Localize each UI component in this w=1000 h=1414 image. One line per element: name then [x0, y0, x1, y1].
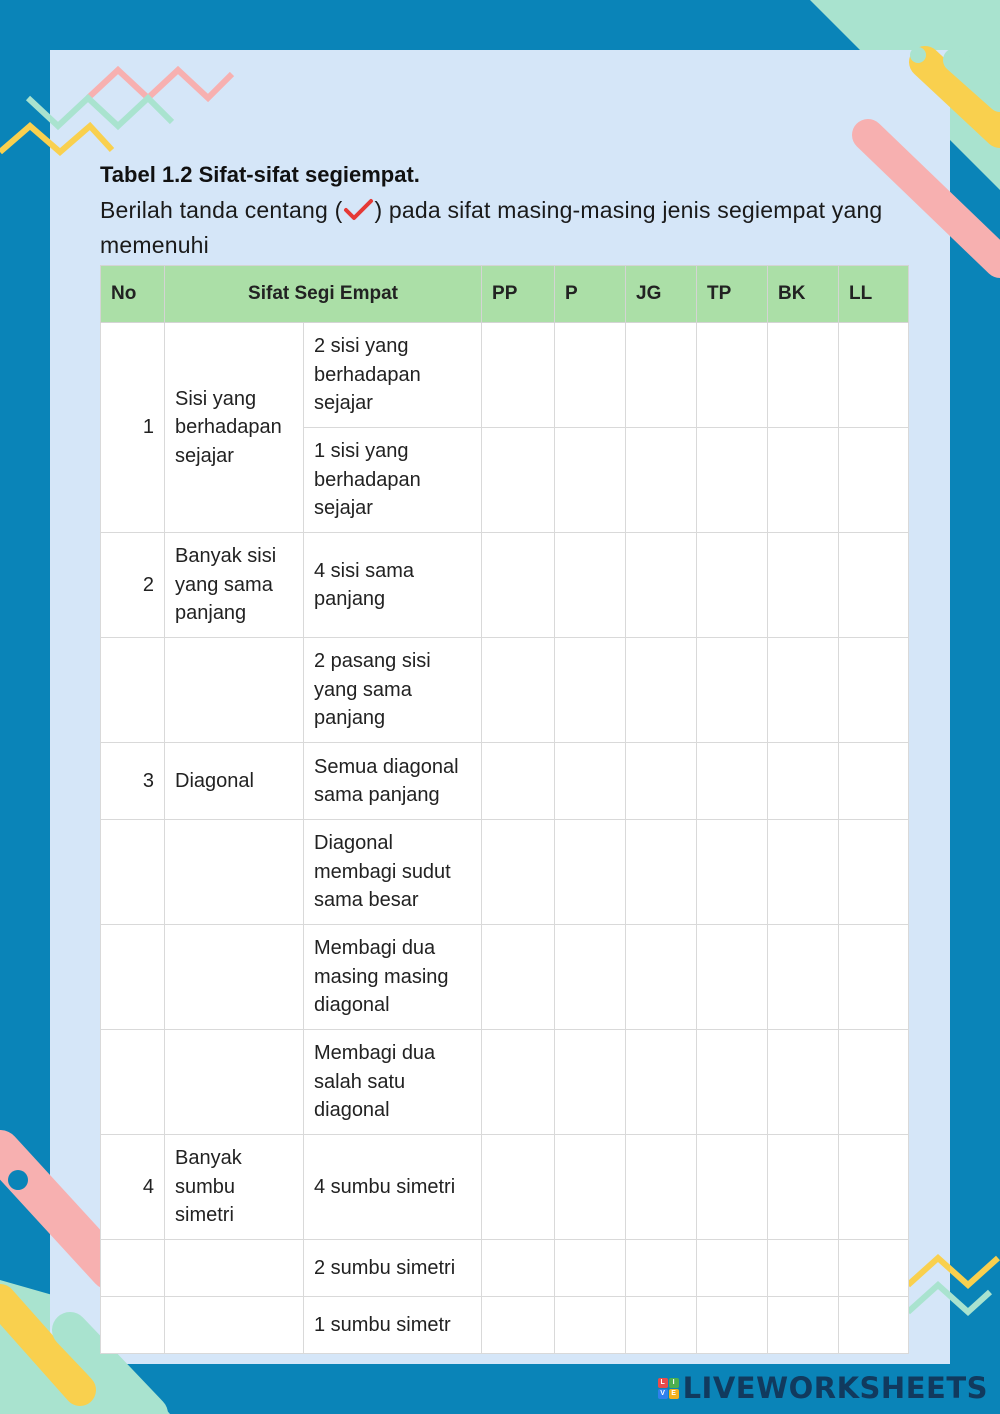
- check-cell-bk[interactable]: [768, 323, 839, 428]
- cell-group: [165, 638, 304, 743]
- blue-dot: [8, 1170, 28, 1190]
- cell-no: [101, 1297, 165, 1354]
- check-cell-pp[interactable]: [482, 323, 555, 428]
- properties-table: [100, 265, 909, 1354]
- logo-mark-icon: [658, 1378, 679, 1399]
- table-row: [101, 533, 909, 638]
- check-cell-tp[interactable]: [697, 428, 768, 533]
- check-cell-jg[interactable]: [626, 1030, 697, 1135]
- check-cell-tp[interactable]: [697, 1297, 768, 1354]
- header-ll: LL: [839, 266, 909, 323]
- check-cell-ll[interactable]: [839, 533, 909, 638]
- check-cell-tp[interactable]: [697, 743, 768, 820]
- cell-group: Sisi yang berhadapan sejajar: [165, 323, 304, 533]
- pink-drip-2: [0, 1150, 110, 1270]
- check-cell-ll[interactable]: [839, 820, 909, 925]
- cell-sub: 2 sisi yang berhadapan sejajar: [304, 323, 482, 428]
- table-row: [101, 743, 909, 820]
- cell-sub: 1 sisi yang berhadapan sejajar: [304, 428, 482, 533]
- checkmark-icon: [342, 198, 374, 222]
- mint-zigzag: [28, 98, 172, 126]
- check-cell-pp[interactable]: [482, 1030, 555, 1135]
- check-cell-pp[interactable]: [482, 925, 555, 1030]
- check-cell-p[interactable]: [555, 820, 626, 925]
- check-cell-bk[interactable]: [768, 743, 839, 820]
- check-cell-tp[interactable]: [697, 1030, 768, 1135]
- check-cell-jg[interactable]: [626, 820, 697, 925]
- logo-mark-e: E: [669, 1389, 679, 1399]
- check-cell-bk[interactable]: [768, 820, 839, 925]
- logo-mark-i: I: [669, 1378, 679, 1388]
- check-cell-bk[interactable]: [768, 1135, 839, 1240]
- check-cell-p[interactable]: [555, 533, 626, 638]
- cell-group: [165, 820, 304, 925]
- cell-no: [101, 925, 165, 1030]
- check-cell-pp[interactable]: [482, 820, 555, 925]
- cell-group: Banyak sisi yang sama panjang: [165, 533, 304, 638]
- cell-group: [165, 1297, 304, 1354]
- table-row: [101, 1240, 909, 1297]
- check-cell-ll[interactable]: [839, 638, 909, 743]
- check-cell-tp[interactable]: [697, 925, 768, 1030]
- yellow-zigzag-br: [908, 1258, 998, 1285]
- header-p: P: [555, 266, 626, 323]
- cell-no: [101, 638, 165, 743]
- header-tp: TP: [697, 266, 768, 323]
- instruction-text: [100, 193, 920, 263]
- check-cell-p[interactable]: [555, 428, 626, 533]
- table-title: Tabel 1.2 Sifat-sifat segiempat.: [100, 162, 420, 187]
- check-cell-ll[interactable]: [839, 1240, 909, 1297]
- table-header-row: [101, 266, 909, 323]
- table-row: [101, 1030, 909, 1135]
- cell-sub: 4 sisi sama panjang: [304, 533, 482, 638]
- header-jg: JG: [626, 266, 697, 323]
- cell-sub: 2 sumbu simetri: [304, 1240, 482, 1297]
- check-cell-pp[interactable]: [482, 533, 555, 638]
- check-cell-jg[interactable]: [626, 428, 697, 533]
- cell-no: [101, 820, 165, 925]
- check-cell-jg[interactable]: [626, 638, 697, 743]
- check-cell-p[interactable]: [555, 1030, 626, 1135]
- check-cell-pp[interactable]: [482, 428, 555, 533]
- cell-sub: Semua diagonal sama panjang: [304, 743, 482, 820]
- cell-group: [165, 1030, 304, 1135]
- check-cell-ll[interactable]: [839, 428, 909, 533]
- check-cell-ll[interactable]: [839, 1297, 909, 1354]
- table-row: [101, 1297, 909, 1354]
- check-cell-jg[interactable]: [626, 533, 697, 638]
- cell-group: [165, 925, 304, 1030]
- mint-dot: [910, 47, 926, 63]
- check-cell-ll[interactable]: [839, 743, 909, 820]
- check-cell-p[interactable]: [555, 323, 626, 428]
- check-cell-jg[interactable]: [626, 925, 697, 1030]
- cell-sub: Membagi dua masing masing diagonal: [304, 925, 482, 1030]
- table-row: [101, 820, 909, 925]
- check-cell-pp[interactable]: [482, 1240, 555, 1297]
- table-row: [101, 638, 909, 743]
- check-cell-bk[interactable]: [768, 1240, 839, 1297]
- header-pp: PP: [482, 266, 555, 323]
- cell-no: 4: [101, 1135, 165, 1240]
- check-cell-p[interactable]: [555, 1297, 626, 1354]
- cell-no: 2: [101, 533, 165, 638]
- check-cell-bk[interactable]: [768, 925, 839, 1030]
- check-cell-bk[interactable]: [768, 638, 839, 743]
- check-cell-p[interactable]: [555, 743, 626, 820]
- cell-group: Banyak sumbu simetri: [165, 1135, 304, 1240]
- check-cell-tp[interactable]: [697, 820, 768, 925]
- check-cell-jg[interactable]: [626, 743, 697, 820]
- instruction-after: ) pada sifat masing-masing jenis segiempat yang memenuhi: [100, 197, 883, 258]
- table-row: [101, 1135, 909, 1240]
- check-cell-ll[interactable]: [839, 323, 909, 428]
- check-cell-tp[interactable]: [697, 323, 768, 428]
- cell-group: [165, 1240, 304, 1297]
- check-cell-p[interactable]: [555, 638, 626, 743]
- logo-mark-l: L: [658, 1378, 668, 1388]
- cell-sub: 4 sumbu simetri: [304, 1135, 482, 1240]
- check-cell-tp[interactable]: [697, 1240, 768, 1297]
- check-cell-p[interactable]: [555, 1135, 626, 1240]
- mint-zigzag-br: [908, 1285, 990, 1312]
- cell-sub: 2 pasang sisi yang sama panjang: [304, 638, 482, 743]
- check-cell-bk[interactable]: [768, 1030, 839, 1135]
- check-cell-p[interactable]: [555, 1240, 626, 1297]
- cell-sub: 1 sumbu simetr: [304, 1297, 482, 1354]
- check-cell-pp[interactable]: [482, 743, 555, 820]
- header-sifat: Sifat Segi Empat: [165, 266, 482, 323]
- check-cell-pp[interactable]: [482, 1135, 555, 1240]
- check-cell-tp[interactable]: [697, 1135, 768, 1240]
- logo-mark-v: V: [658, 1389, 668, 1399]
- logo-text: LIVEWORKSHEETS: [682, 1371, 988, 1405]
- cell-sub: Membagi dua salah satu diagonal: [304, 1030, 482, 1135]
- check-cell-jg[interactable]: [626, 323, 697, 428]
- header-no: No: [101, 266, 165, 323]
- instruction-before: Berilah tanda centang (: [100, 197, 343, 223]
- liveworksheets-logo[interactable]: [658, 1370, 988, 1406]
- pink-zigzag: [88, 70, 232, 98]
- check-cell-jg[interactable]: [626, 1240, 697, 1297]
- check-cell-jg[interactable]: [626, 1135, 697, 1240]
- check-cell-pp[interactable]: [482, 1297, 555, 1354]
- cell-no: 3: [101, 743, 165, 820]
- cell-no: [101, 1240, 165, 1297]
- cell-no: 1: [101, 323, 165, 533]
- check-cell-ll[interactable]: [839, 925, 909, 1030]
- check-cell-bk[interactable]: [768, 1297, 839, 1354]
- check-cell-pp[interactable]: [482, 638, 555, 743]
- table-row: [101, 323, 909, 428]
- check-cell-ll[interactable]: [839, 1135, 909, 1240]
- yellow-zigzag: [0, 126, 112, 152]
- header-bk: BK: [768, 266, 839, 323]
- check-cell-jg[interactable]: [626, 1297, 697, 1354]
- cell-no: [101, 1030, 165, 1135]
- check-cell-bk[interactable]: [768, 428, 839, 533]
- check-cell-bk[interactable]: [768, 533, 839, 638]
- check-cell-tp[interactable]: [697, 638, 768, 743]
- cell-sub: Diagonal membagi sudut sama besar: [304, 820, 482, 925]
- cell-group: Diagonal: [165, 743, 304, 820]
- check-cell-tp[interactable]: [697, 533, 768, 638]
- table-row: [101, 925, 909, 1030]
- check-cell-ll[interactable]: [839, 1030, 909, 1135]
- check-cell-p[interactable]: [555, 925, 626, 1030]
